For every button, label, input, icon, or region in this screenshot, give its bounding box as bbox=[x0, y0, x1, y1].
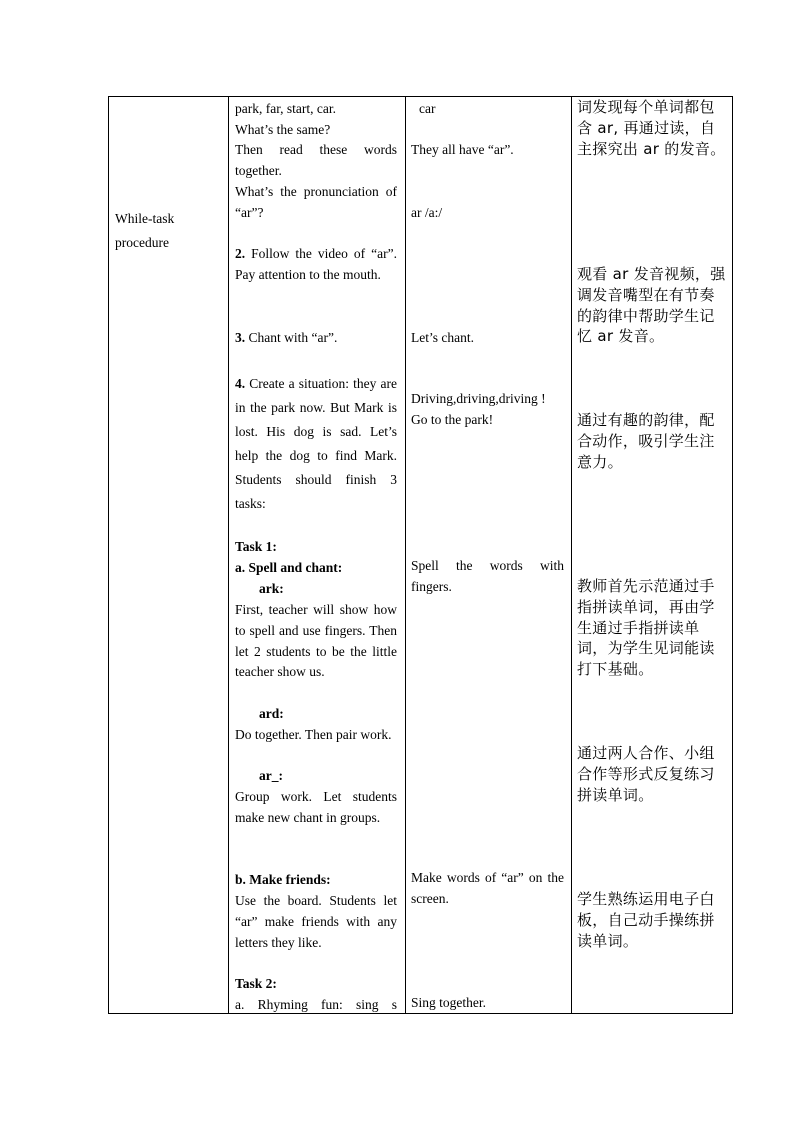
ar-label bbox=[235, 766, 397, 787]
ar-text: Group work. Let students make new chant in groups. bbox=[235, 789, 397, 825]
intro-line: What’s the pronunciation of “ar”? bbox=[235, 184, 397, 220]
student-line: Sing together. bbox=[411, 995, 486, 1010]
pattern-label: ark: bbox=[259, 581, 284, 596]
subtask-title: b. Make friends: bbox=[235, 872, 331, 887]
ard-label bbox=[235, 704, 397, 725]
purpose-text: 词发现每个单词都包含 ar, 再通过读，自主探究出 ar 的发音。 bbox=[577, 98, 726, 158]
ark-text: First, teacher will show how to spell and use fingers. Then let 2 students to be the little teacher show us. bbox=[235, 602, 397, 680]
ark-label bbox=[235, 579, 397, 600]
column-divider bbox=[405, 97, 406, 1013]
purpose-text: 通过两人合作、小组合作等形式反复练习拼读单词。 bbox=[577, 744, 715, 804]
student-activity-cell bbox=[411, 97, 564, 1013]
step-3 bbox=[235, 328, 397, 349]
student-line: ar /a:/ bbox=[411, 205, 443, 220]
pattern-label: ar_: bbox=[259, 768, 283, 783]
task-1a-title bbox=[235, 558, 397, 579]
purpose-text: 通过有趣的韵律，配合动作，吸引学生注意力。 bbox=[577, 411, 715, 471]
subtask-title: a. Spell and chant: bbox=[235, 560, 343, 575]
task-1b-text: Use the board. Students let “ar” make friends with any letters they like. bbox=[235, 893, 397, 950]
task-title: Task 1: bbox=[235, 539, 277, 554]
step-text: Follow the video of “ar”. Pay attention to the mouth. bbox=[235, 246, 397, 282]
step-2 bbox=[235, 244, 397, 286]
intro-line: Then read these words together. bbox=[235, 142, 397, 178]
student-line: Let’s chant. bbox=[411, 330, 474, 345]
student-line: They all have “ar”. bbox=[411, 142, 514, 157]
purpose-text: 教师首先示范通过手指拼读单词，再由学生通过手指拼读单词，为学生见词能读打下基础。 bbox=[577, 577, 715, 679]
ard-text: Do together. Then pair work. bbox=[235, 727, 392, 742]
task-2-text: a. Rhyming fun: sing s bbox=[235, 997, 397, 1012]
task-2-title bbox=[235, 974, 397, 995]
column-divider bbox=[571, 97, 572, 1013]
step-4 bbox=[235, 372, 397, 516]
purpose-text: 学生熟练运用电子白板，自己动手操练拼读单词。 bbox=[577, 890, 715, 950]
step-text: Chant with “ar”. bbox=[245, 330, 338, 345]
student-line: car bbox=[419, 101, 436, 116]
step-number: 3. bbox=[235, 330, 246, 345]
intro-line: park, far, start, car. bbox=[235, 101, 337, 116]
student-line: Driving,driving,driving ! Go to the park! bbox=[411, 391, 546, 427]
student-line: Spell the words with fingers. bbox=[411, 558, 564, 594]
stage-cell bbox=[109, 97, 228, 1013]
student-line: Make words of “ar” on the screen. bbox=[411, 870, 564, 906]
teacher-activity-cell bbox=[235, 97, 397, 1013]
stage-label: While-task procedure bbox=[115, 211, 175, 250]
intro-line: What’s the same? bbox=[235, 122, 331, 137]
task-title: Task 2: bbox=[235, 976, 277, 991]
purpose-text: 观看 ar 发音视频，强调发音嘴型在有节奏的韵律中帮助学生记忆 ar 发音。 bbox=[577, 265, 726, 346]
pattern-label: ard: bbox=[259, 706, 284, 721]
task-1-title bbox=[235, 537, 397, 558]
step-text: Create a situation: they are in the park now. But Mark is lost. His dog is sad. Let’s help the dog to find Mark. Students should finish 3 tasks: bbox=[235, 376, 397, 511]
purpose-cell bbox=[577, 97, 726, 1013]
step-number: 4. bbox=[235, 376, 246, 391]
task-1b-title bbox=[235, 870, 397, 891]
lesson-plan-table bbox=[108, 96, 733, 1014]
step-number: 2. bbox=[235, 246, 246, 261]
column-divider bbox=[228, 97, 229, 1013]
